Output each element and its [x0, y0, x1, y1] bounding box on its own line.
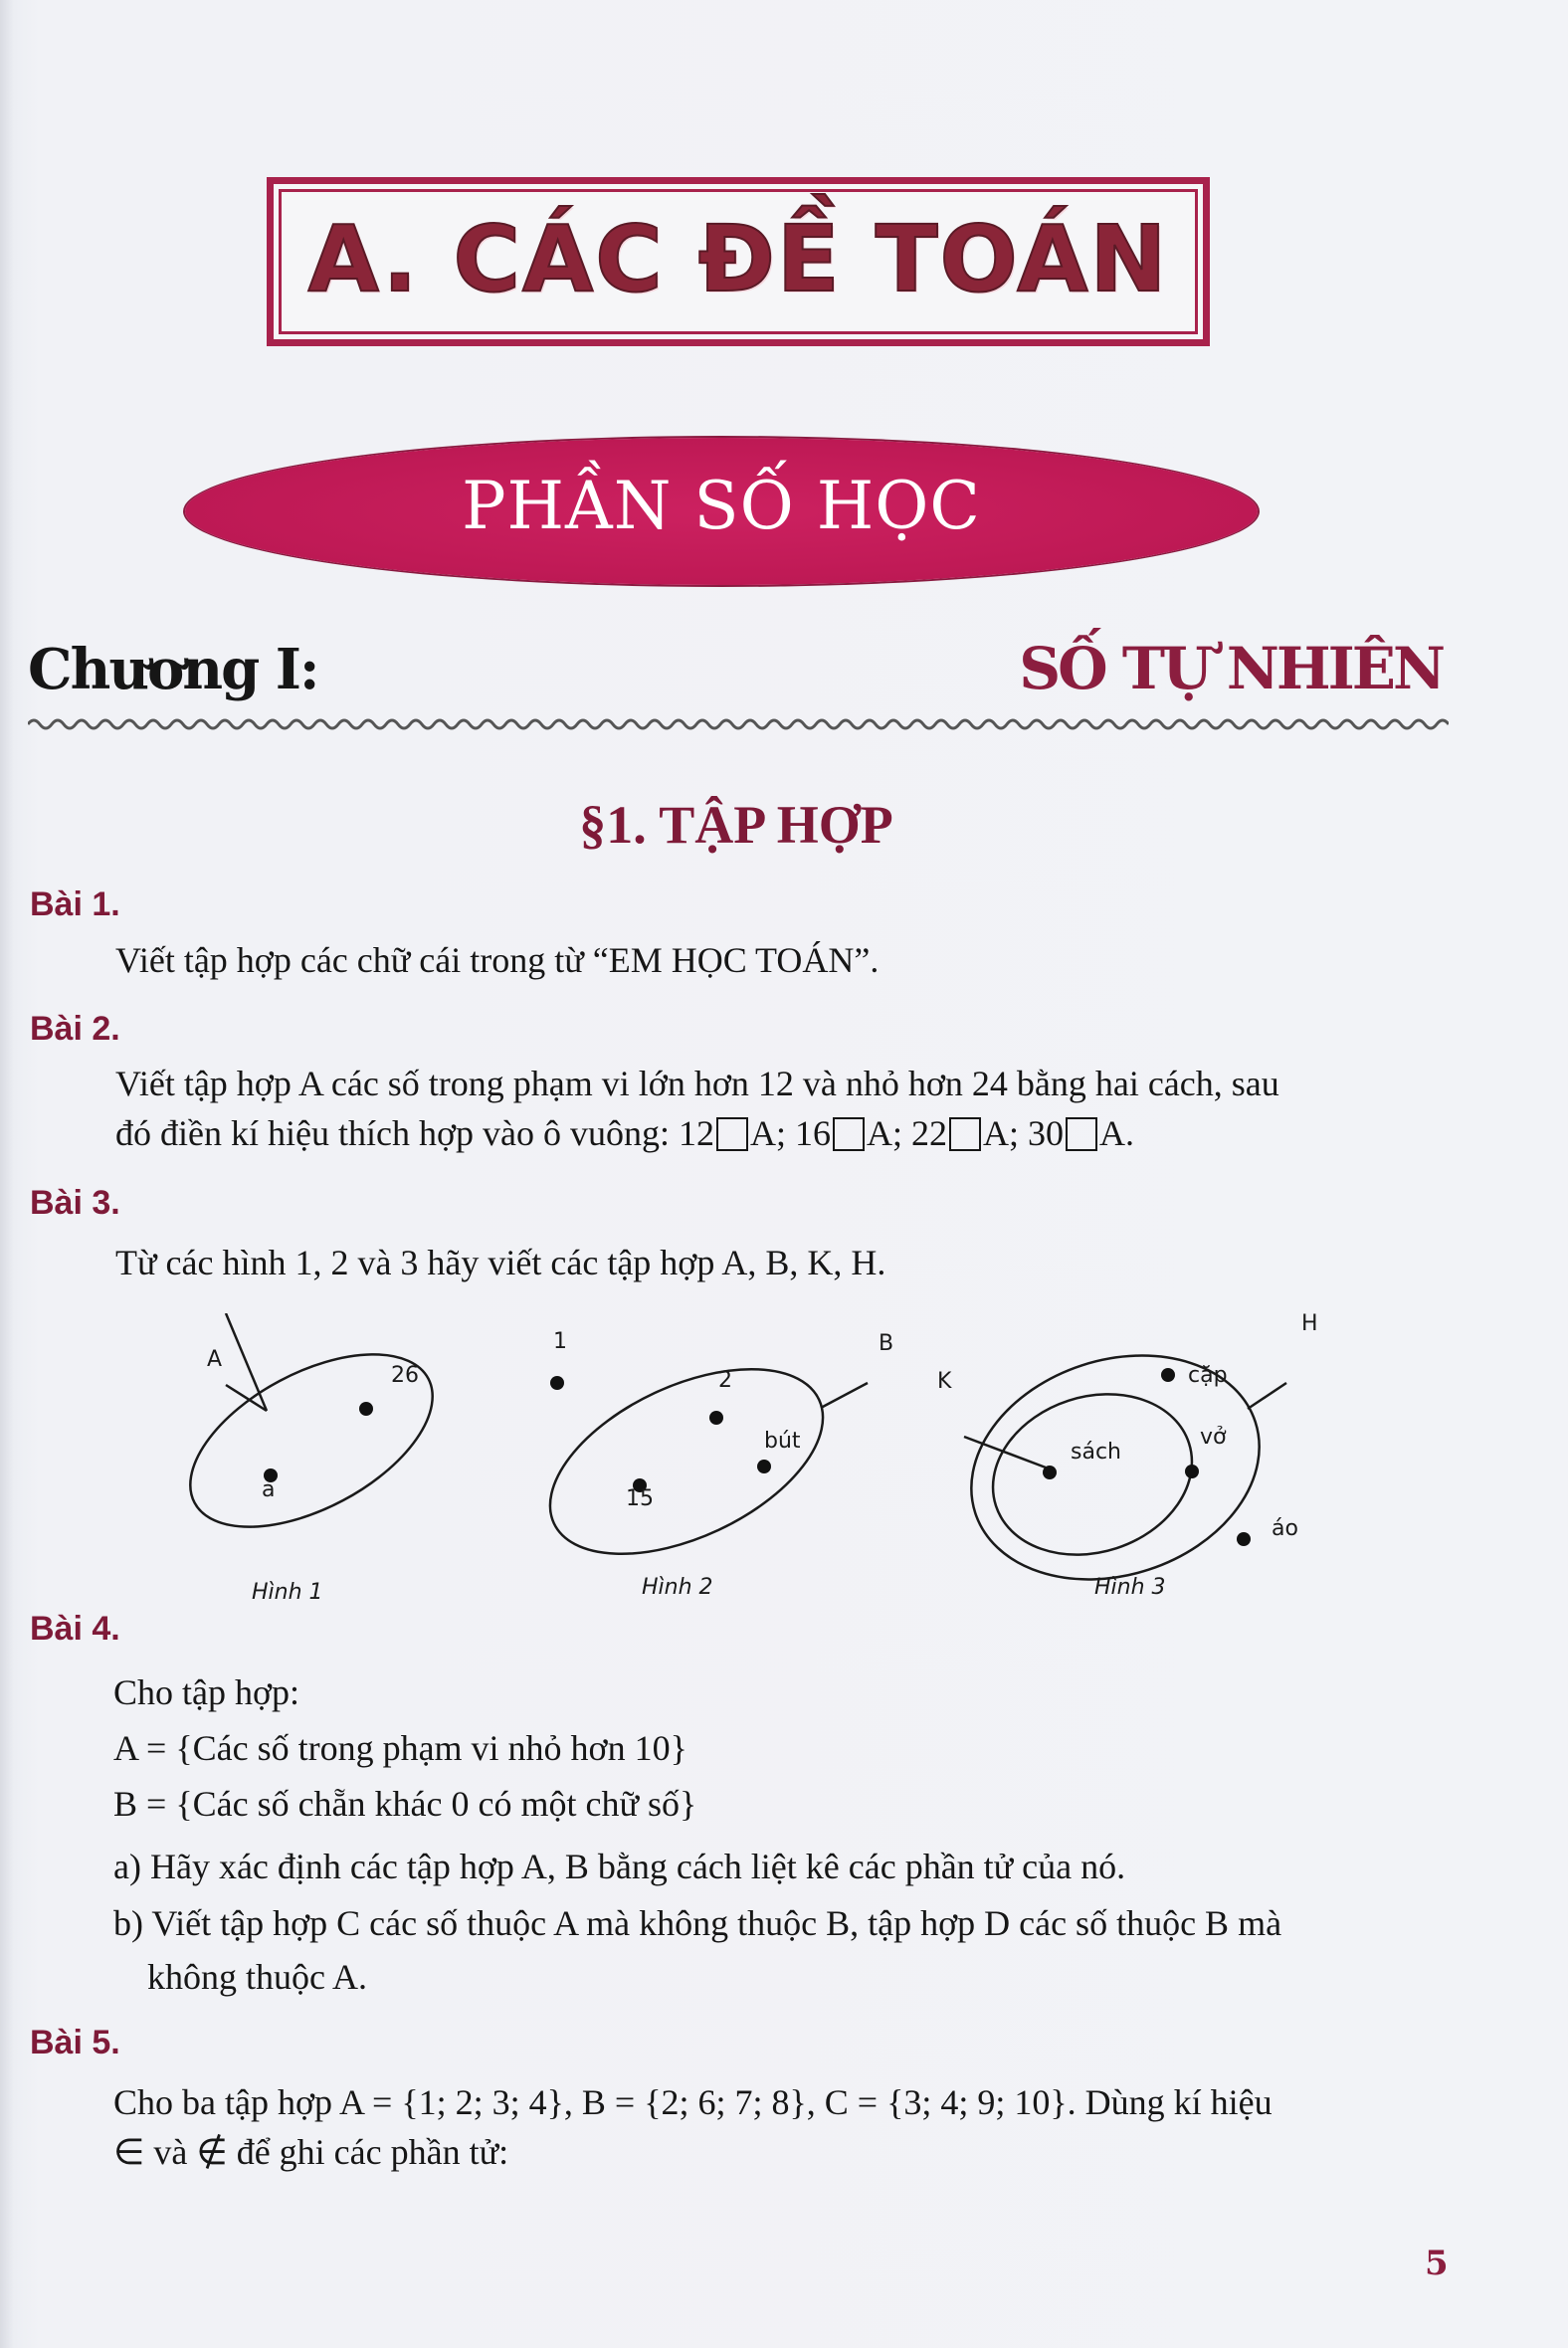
- exercise-4-line-b: b) Viết tập hợp C các số thuộc A mà không thuộc B, tập hợp D các số thuộc B mà: [113, 1903, 1282, 1943]
- fig3-point-cap: cặp: [1188, 1363, 1228, 1388]
- fig2-caption: Hình 2: [642, 1575, 713, 1600]
- fig2-set-label: B: [879, 1331, 894, 1356]
- chapter-title: SỐ TỰ NHIÊN: [1019, 635, 1443, 702]
- blank-text-4: A.: [1098, 1113, 1134, 1153]
- fig3-point-ao: áo: [1272, 1516, 1298, 1541]
- exercise-4-line-3: B = {Các số chẵn khác 0 có một chữ số}: [113, 1784, 697, 1824]
- fig3-point-vo: vở: [1200, 1425, 1227, 1450]
- wavy-divider: [28, 714, 1449, 734]
- answer-box-4[interactable]: [1066, 1117, 1097, 1151]
- part-title: PHẦN SỐ HỌC: [462, 468, 981, 544]
- fig2-point-1: 1: [553, 1329, 567, 1354]
- exercise-4-line-2: A = {Các số trong phạm vi nhỏ hơn 10}: [113, 1728, 687, 1768]
- blank-text-2: A; 22: [866, 1113, 947, 1153]
- section-title: §1. TẬP HỢP: [579, 795, 893, 855]
- exercise-2-label: Bài 2.: [30, 1010, 120, 1048]
- exercise-1-text: Viết tập hợp các chữ cái trong từ “EM HỌC TOÁN”.: [115, 940, 880, 980]
- fig1-point-26: 26: [391, 1363, 419, 1388]
- fig3-set-label-h: H: [1301, 1311, 1318, 1336]
- blank-text-1: A; 16: [749, 1113, 831, 1153]
- exercise-4-line-a: a) Hãy xác định các tập hợp A, B bằng cách liệt kê các phần tử của nó.: [113, 1847, 1126, 1886]
- answer-box-1[interactable]: [716, 1117, 748, 1151]
- exercise-2-line-2: [115, 1112, 1134, 1154]
- fig3-point-sach: sách: [1071, 1440, 1121, 1465]
- fig1-point-a: a: [262, 1477, 276, 1502]
- exercise-3-text: Từ các hình 1, 2 và 3 hãy viết các tập hợp A, B, K, H.: [115, 1243, 886, 1282]
- title-box: [267, 177, 1210, 346]
- exercise-1-label: Bài 1.: [30, 885, 120, 923]
- exercise-2-line-1: Viết tập hợp A các số trong phạm vi lớn hơn 12 và nhỏ hơn 24 bằng hai cách, sau: [115, 1064, 1279, 1103]
- fig3-set-label-k: K: [937, 1369, 952, 1394]
- figures-diagram: [179, 1313, 1373, 1612]
- exercise-4-line-1: Cho tập hợp:: [113, 1672, 300, 1712]
- fig2-point-but: bút: [764, 1429, 801, 1454]
- fig2-point-15: 15: [626, 1486, 654, 1511]
- answer-box-3[interactable]: [949, 1117, 981, 1151]
- fig2-point-2: 2: [718, 1368, 732, 1393]
- page-title: A. CÁC ĐỀ TOÁN: [307, 206, 1169, 312]
- blank-prefix: 12: [678, 1113, 714, 1153]
- exercise-2-line-2-text: đó điền kí hiệu thích hợp vào ô vuông:: [115, 1113, 670, 1153]
- page-number: 5: [1425, 2244, 1449, 2283]
- exercise-4-label: Bài 4.: [30, 1610, 120, 1648]
- chapter-label: Chương I:: [28, 637, 318, 702]
- figure-2: [522, 1331, 868, 1592]
- part-banner: [185, 438, 1258, 585]
- exercise-5-line-1: Cho ba tập hợp A = {1; 2; 3; 4}, B = {2; 6; 7; 8}, C = {3; 4; 9; 10}. Dùng kí hiệu: [113, 2082, 1273, 2122]
- exercise-5-line-2: ∈ và ∉ để ghi các phần tử:: [113, 2132, 509, 2172]
- fig3-caption: Hình 3: [1094, 1575, 1166, 1600]
- blank-text-3: A; 30: [982, 1113, 1064, 1153]
- fig1-caption: Hình 1: [252, 1580, 323, 1605]
- exercise-3-label: Bài 3.: [30, 1184, 120, 1222]
- answer-box-2[interactable]: [833, 1117, 865, 1151]
- fig1-set-label: A: [207, 1347, 223, 1372]
- exercise-5-label: Bài 5.: [30, 2024, 120, 2061]
- exercise-4-line-b-cont: không thuộc A.: [147, 1957, 367, 1997]
- figure-3: [942, 1320, 1288, 1612]
